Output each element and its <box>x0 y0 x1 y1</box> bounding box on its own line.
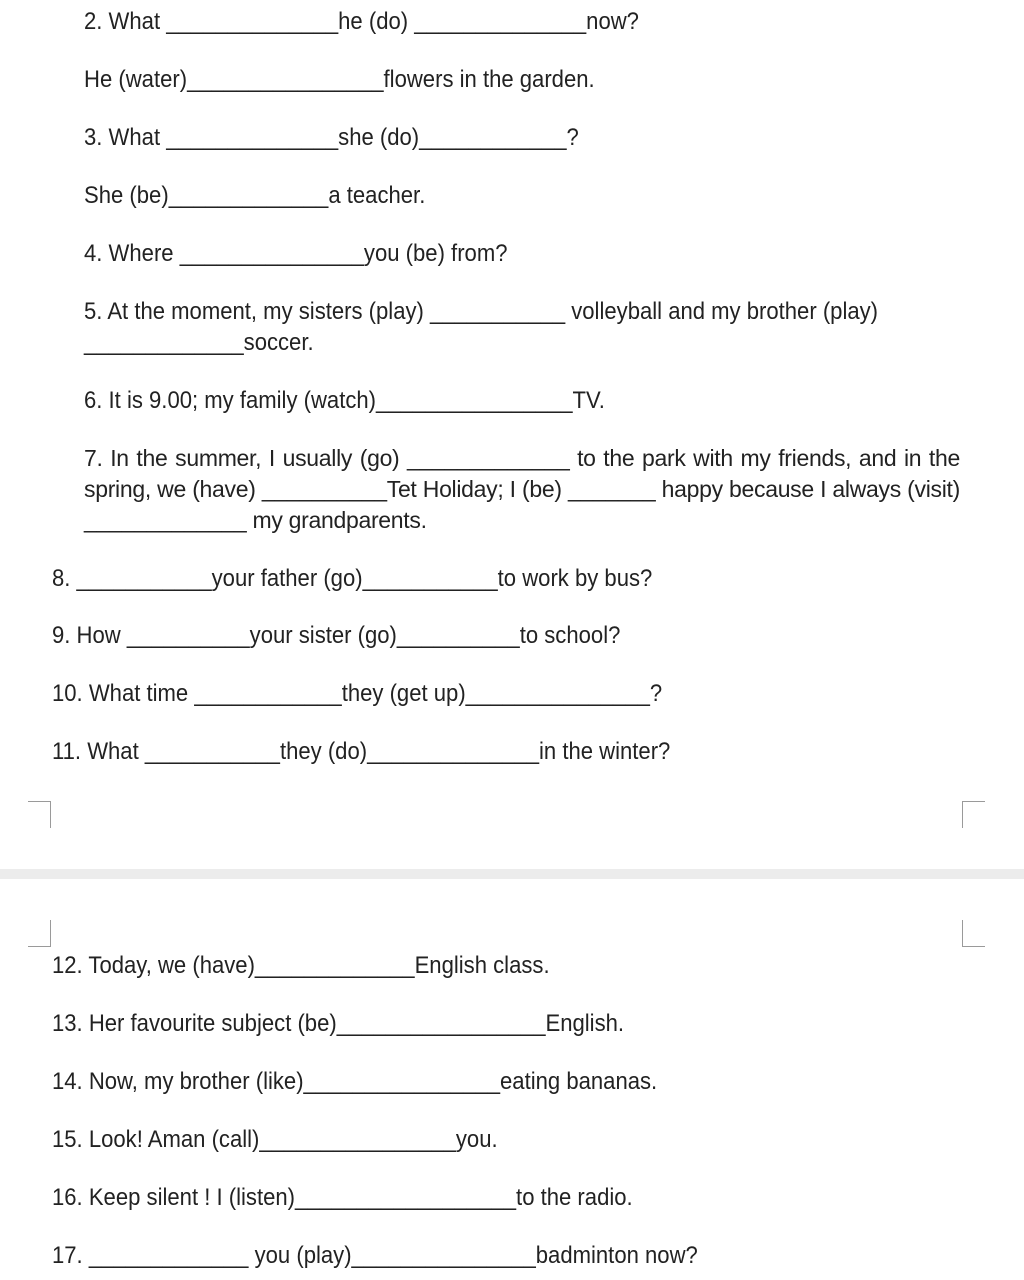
blank: __________________ <box>295 1184 517 1211</box>
text: English. <box>545 1010 625 1037</box>
text: 7. In the summer, I usually (go) _____________ to the park with my friends, and in the spring, we (have) __________Tet Holiday; I (be) _______ happy because I always (visit) _____________ my grandparents. <box>84 445 960 533</box>
text: you (play) <box>248 1242 352 1269</box>
text: they (do) <box>279 738 368 765</box>
blank: _________________ <box>336 1010 546 1037</box>
text: ? <box>649 680 663 707</box>
blank: _______________ <box>179 240 364 267</box>
text: you (be) from? <box>363 240 508 267</box>
text: now? <box>586 8 639 35</box>
blank: ________________ <box>187 66 384 93</box>
text: She (be) <box>84 182 169 209</box>
text: ? <box>566 124 579 151</box>
question-15 <box>52 1124 498 1155</box>
text: 14. Now, my brother (like) <box>52 1068 304 1095</box>
text: to work by bus? <box>497 565 653 592</box>
text: 2. What <box>84 8 167 35</box>
text: 4. Where <box>84 240 180 267</box>
text: 11. What <box>52 738 145 765</box>
question-8 <box>52 563 652 594</box>
question-10 <box>52 678 662 709</box>
text: a teacher. <box>328 182 426 209</box>
text: 12. Today, we (have) <box>52 952 255 979</box>
blank: ____________ <box>419 124 567 151</box>
blank: _____________ <box>168 182 329 209</box>
text: she (do) <box>338 124 420 151</box>
page-corner-mark <box>962 801 985 828</box>
text: 10. What time <box>52 680 195 707</box>
text: in the winter? <box>539 738 671 765</box>
blank: ______________ <box>367 738 540 765</box>
question-5-line-2 <box>84 327 314 358</box>
text: you. <box>455 1126 498 1153</box>
text: English class. <box>414 952 550 979</box>
question-11 <box>52 736 670 767</box>
blank: ________________ <box>303 1068 501 1095</box>
blank: ______________ <box>414 8 587 35</box>
text: 5. At the moment, my sisters (play) ___________ volleyball and my brother (play) <box>84 298 879 325</box>
blank: ___________ <box>144 738 280 765</box>
text: He (water) <box>84 66 188 93</box>
question-3-line-2 <box>84 180 425 211</box>
question-2-line-1 <box>84 6 639 37</box>
text: 15. Look! Aman (call) <box>52 1126 260 1153</box>
text: 9. How <box>52 622 127 649</box>
text: he (do) <box>338 8 415 35</box>
blank: __________ <box>396 622 520 649</box>
blank: ______________ <box>166 124 339 151</box>
text: 3. What <box>84 124 167 151</box>
text: to the radio. <box>516 1184 633 1211</box>
question-9 <box>52 620 620 651</box>
question-5-line-1 <box>84 296 878 327</box>
text: flowers in the garden. <box>383 66 595 93</box>
blank: ________________ <box>259 1126 456 1153</box>
blank: _____________ <box>88 1242 249 1269</box>
page-corner-mark <box>28 801 51 828</box>
page-corner-mark <box>962 920 985 947</box>
text: your father (go) <box>211 565 363 592</box>
text: soccer. <box>243 329 314 356</box>
question-4 <box>84 238 508 269</box>
question-16 <box>52 1182 633 1213</box>
page-corner-mark <box>28 920 51 947</box>
blank: _____________ <box>254 952 415 979</box>
text: 8. <box>52 565 77 592</box>
text: badminton now? <box>535 1242 698 1269</box>
page-break-divider <box>0 869 1024 879</box>
text: TV. <box>572 387 605 414</box>
text: 13. Her favourite subject (be) <box>52 1010 337 1037</box>
blank: _______________ <box>351 1242 536 1269</box>
question-12 <box>52 950 550 981</box>
text: 16. Keep silent ! I (listen) <box>52 1184 296 1211</box>
question-2-line-2 <box>84 64 595 95</box>
blank: ___________ <box>362 565 498 592</box>
text: they (get up) <box>341 680 466 707</box>
text: your sister (go) <box>249 622 397 649</box>
text: eating bananas. <box>500 1068 658 1095</box>
blank: __________ <box>126 622 250 649</box>
blank: ________________ <box>376 387 573 414</box>
blank: ______________ <box>166 8 339 35</box>
question-17 <box>52 1240 698 1271</box>
text: 17. <box>52 1242 89 1269</box>
blank: _____________ <box>84 329 244 356</box>
question-3-line-1 <box>84 122 579 153</box>
question-7 <box>84 443 960 536</box>
question-13 <box>52 1008 624 1039</box>
blank: ___________ <box>76 565 212 592</box>
blank: _______________ <box>465 680 650 707</box>
blank: ____________ <box>194 680 342 707</box>
text: to school? <box>519 622 621 649</box>
question-14 <box>52 1066 657 1097</box>
question-6 <box>84 385 605 416</box>
text: 6. It is 9.00; my family (watch) <box>84 387 377 414</box>
